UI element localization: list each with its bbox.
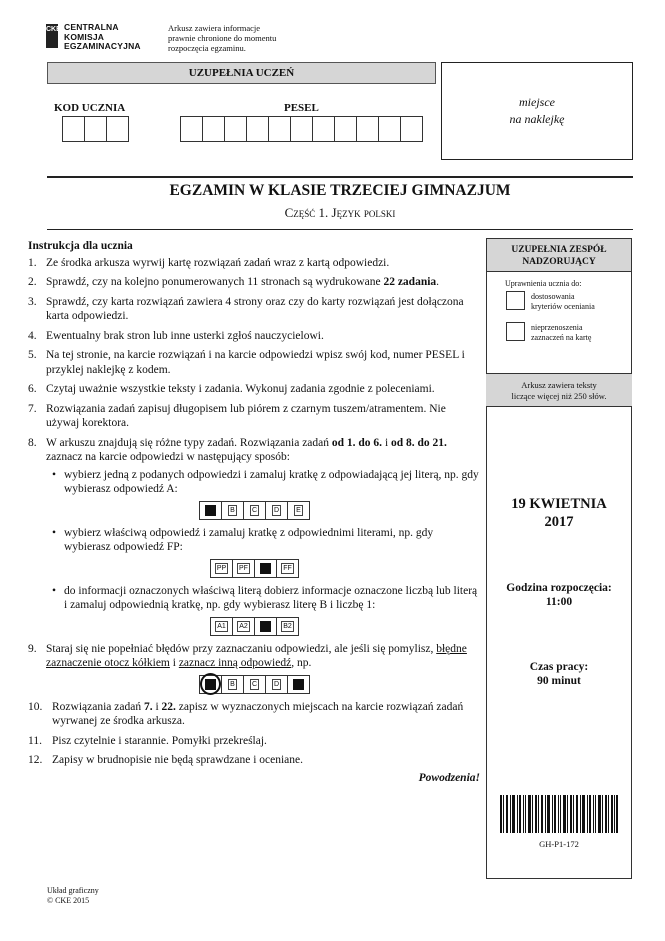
answer-cell: PP (210, 559, 233, 578)
code-box[interactable] (106, 116, 129, 142)
notice-line: prawnie chronione do momentu (168, 33, 277, 43)
answer-cell: D (265, 675, 288, 694)
pesel-label: PESEL (284, 102, 319, 114)
instruction-item: 10. Rozwiązania zadań 7. i 22. zapisz w wyznaczonych miejscach na karcie rozwiązań zadań wyrwanej ze środka arkusza. (28, 700, 464, 727)
exam-title: EGZAMIN W KLASIE TRZECIEJ GIMNAZJUM (169, 182, 511, 199)
divider (47, 176, 633, 178)
rights-label: Uprawnienia ucznia do: (505, 279, 582, 288)
logo-line: KOMISJA (64, 31, 105, 42)
confidentiality-notice (168, 23, 276, 53)
code-box[interactable] (84, 116, 107, 142)
cke-logo-text (64, 23, 141, 52)
instruction-item: 5. Na tej stronie, na karcie rozwiązań i na karcie odpowiedzi wpisz swój kod, numer PESEL i przyklej naklejkę z kodem. (28, 349, 465, 376)
logo-line: EGZAMINACYJNA (64, 41, 141, 51)
pesel-box[interactable] (290, 116, 313, 142)
answer-cell: FF (276, 559, 299, 578)
pesel-box[interactable] (268, 116, 291, 142)
pesel-box[interactable] (246, 116, 269, 142)
bullet-item: • do informacji oznaczonych właściwą literą dobierz informacje oznaczone liczbą lub literą i zamaluj odpowiednią kratkę, np. gdy wybierasz literę B i liczbę 1: (52, 584, 478, 611)
instruction-item: 7. Rozwiązania zadań zapisuj długopisem lub piórem z czarnym tuszem/atramentem. Nie używaj korektora. (28, 402, 446, 429)
answer-cell: C (243, 675, 266, 694)
student-section-title: UZUPEŁNIA UCZEŃ (47, 62, 436, 84)
instructions (28, 239, 480, 785)
answer-cell: A1 (210, 617, 233, 636)
pesel-box[interactable] (334, 116, 357, 142)
answer-example-a (28, 501, 480, 520)
answer-cell-filled (199, 501, 222, 520)
answer-cell: C (243, 501, 266, 520)
footer-line: Układ graficzny (47, 886, 99, 895)
pesel-box[interactable] (400, 116, 423, 142)
student-code-field[interactable] (62, 116, 128, 142)
instruction-item: 11. Pisz czytelnie i starannie. Pomyłki przekreślaj. (28, 734, 267, 747)
closing-wish: Powodzenia! (418, 771, 480, 784)
answer-cell-filled (254, 559, 277, 578)
pesel-box[interactable] (180, 116, 203, 142)
answer-cell: B (221, 501, 244, 520)
logo-line: CENTRALNA (64, 22, 119, 32)
cke-logo-icon: CKE (46, 24, 58, 48)
pesel-field[interactable] (180, 116, 422, 142)
exam-date: 19 KWIETNIA 2017 (511, 496, 607, 530)
form-code: GH-P1-172 (539, 839, 579, 849)
answer-correction-example (28, 675, 480, 694)
answer-example-fp (28, 559, 480, 578)
answer-example-b1 (28, 617, 480, 636)
correction-circle-icon (200, 673, 221, 695)
answer-cell: A2 (232, 617, 255, 636)
bullet-item: • wybierz właściwą odpowiedź i zamaluj kratkę z odpowiednimi literami, np. gdy wybierasz odpowiedź FP: (52, 526, 434, 553)
notice-line: Arkusz zawiera informacje (168, 23, 261, 33)
divider (47, 229, 633, 230)
answer-cell-circled (199, 675, 222, 694)
bullet-item: • wybierz jedną z podanych odpowiedzi i zamaluj kratkę z odpowiadającą jej literą, np. gdy wybierasz odpowiedź A: (52, 468, 479, 495)
answer-cell: D (265, 501, 288, 520)
notice-line: rozpoczęcia egzaminu. (168, 43, 246, 53)
answer-cell: E (287, 501, 310, 520)
answer-cell: B (221, 675, 244, 694)
instruction-item: 1. Ze środka arkusza wyrwij kartę rozwiązań zadań wraz z kartą odpowiedzi. (28, 256, 390, 269)
pesel-box[interactable] (356, 116, 379, 142)
pesel-box[interactable] (202, 116, 225, 142)
sticker-area[interactable] (441, 62, 633, 160)
adaptation-checkbox[interactable] (506, 291, 525, 310)
long-texts-note: Arkusz zawiera teksty liczące więcej niż 250 słów. (486, 373, 632, 407)
student-code-label: KOD UCZNIA (54, 102, 126, 114)
duration: Czas pracy: 90 minut (529, 661, 589, 687)
exam-subtitle: Część 1. Język polski (284, 205, 396, 220)
supervisor-title: UZUPEŁNIA ZESPÓŁ NADZORUJĄCY (486, 238, 632, 272)
no-transfer-checkbox[interactable] (506, 322, 525, 341)
adaptation-label: dostosowania kryteriów oceniania (531, 292, 595, 311)
footer-line: © CKE 2015 (47, 896, 90, 905)
instruction-item: 4. Ewentualny brak stron lub inne usterki zgłoś nauczycielowi. (28, 329, 324, 342)
start-time: Godzina rozpoczęcia: 11:00 (506, 582, 612, 608)
instructions-heading: Instrukcja dla ucznia (28, 240, 133, 252)
instruction-item: 12. Zapisy w brudnopisie nie będą sprawdzane i oceniane. (28, 754, 303, 766)
answer-cell-filled (287, 675, 310, 694)
footer (47, 886, 99, 906)
sticker-line: miejsce (519, 95, 555, 109)
code-box[interactable] (62, 116, 85, 142)
answer-cell: PF (232, 559, 255, 578)
instruction-item: 9. Staraj się nie popełniać błędów przy zaznaczaniu odpowiedzi, ale jeśli się pomylisz, błędne zaznaczenie otocz kółkiem i zaznacz inną odpowiedź, np. (28, 642, 467, 669)
instruction-item: 6. Czytaj uważnie wszystkie teksty i zadania. Wykonuj zadania zgodnie z poleceniami. (28, 383, 435, 395)
no-transfer-label: nieprzenoszenia zaznaczeń na kartę (531, 323, 592, 342)
pesel-box[interactable] (312, 116, 335, 142)
answer-cell-filled (254, 617, 277, 636)
pesel-box[interactable] (224, 116, 247, 142)
instruction-item: 2. Sprawdź, czy na kolejno ponumerowanych 11 stronach są wydrukowane 22 zadania. (28, 276, 440, 288)
sticker-line: na naklejkę (509, 112, 565, 126)
answer-cell: B2 (276, 617, 299, 636)
barcode-icon (500, 795, 618, 833)
instruction-item: 8. W arkuszu znajdują się różne typy zadań. Rozwiązania zadań od 1. do 6. i od 8. do 21. zaznacz na karcie odpowiedzi w następujący sposób: (28, 436, 447, 463)
pesel-box[interactable] (378, 116, 401, 142)
instruction-item: 3. Sprawdź, czy karta rozwiązań zawiera 4 strony oraz czy do karty rozwiązań jest dołączona karta odpowiedzi. (28, 295, 464, 322)
